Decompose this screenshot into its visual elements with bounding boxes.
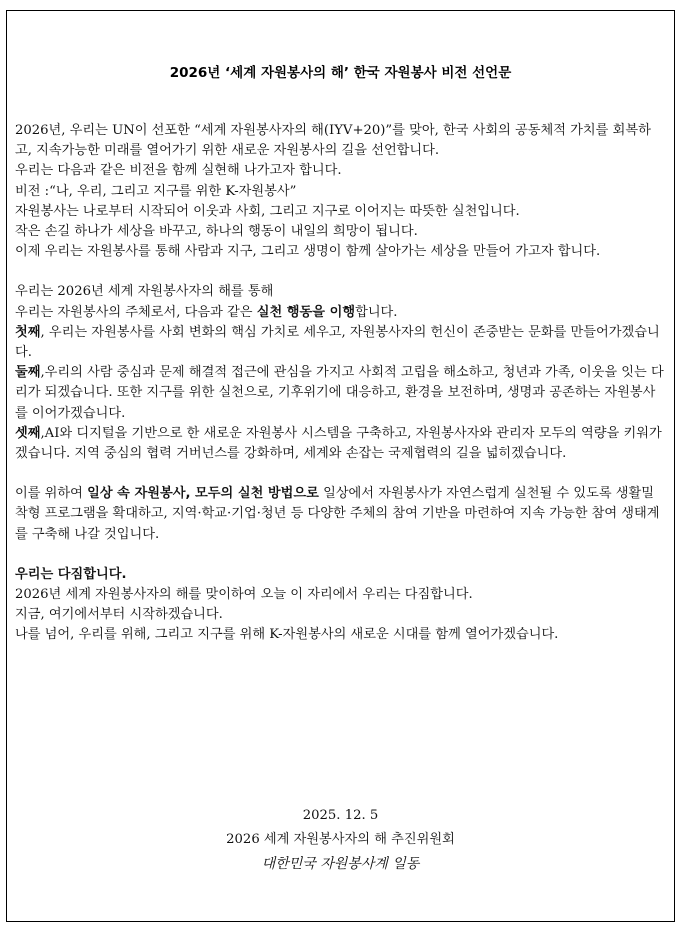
commitment-paragraph: 이를 위하여 일상 속 자원봉사, 모두의 실천 방법으로 일상에서 자원봉사가 자연스럽게 실천될 수 있도록 생활밀착형 프로그램을 확대하고, 지역·학교·기업·청년 등 다양한 주체의 참여 기반을 마련하여 지속 가능한 참여 생태계를 구축해 나갈 것입니다.	[15, 486, 660, 542]
pledge-heading: 우리는 다짐합니다.	[15, 566, 127, 582]
action-item-third: 셋째,AI와 디지털을 기반으로 한 새로운 자원봉사 시스템을 구축하고, 자원봉사자와 관리자 모두의 역량을 키워가겠습니다. 지역 중심의 협력 거버넌스를 강화하며, 세계와 손잡는 국제협력의 길을 넓히겠습니다.	[15, 425, 662, 462]
intro-line: 우리는 다음과 같은 비전을 함께 실현해 나가고자 합니다.	[15, 163, 342, 179]
action-label: 둘째	[15, 365, 41, 381]
committee-name: 2026 세계 자원봉사자의 해 추진위원회	[226, 832, 455, 847]
action-label: 첫째	[15, 324, 41, 340]
declaration-body	[15, 121, 664, 646]
pledge-line: 지금, 여기에서부터 시작하겠습니다.	[15, 607, 223, 623]
intro-paragraph: 2026년, 우리는 UN이 선포한 “세계 자원봉사자의 해(IYV+20)”를 맞아, 한국 사회의 공동체적 가치를 회복하고, 지속가능한 미래를 열어가기 위한 새로운 자원봉사의 길을 선언합니다.	[15, 123, 651, 159]
document-title: 2026년 ‘세계 자원봉사의 해’ 한국 자원봉사 비전 선언문	[169, 65, 512, 81]
action-label: 셋째	[15, 425, 41, 441]
actions-lead: 우리는 자원봉사의 주체로서, 다음과 같은 실천 행동을 이행합니다.	[15, 304, 398, 320]
intro-line: 작은 손길 하나가 세상을 바꾸고, 하나의 행동이 내일의 희망이 됩니다.	[15, 224, 418, 240]
pledge-line: 2026년 세계 자원봉사자의 해를 맞이하여 오늘 이 자리에서 우리는 다짐합니다.	[15, 587, 473, 603]
actions-emphasis: 실천 행동을 이행	[256, 304, 356, 320]
actions-intro: 우리는 2026년 세계 자원봉사자의 해를 통해	[15, 284, 274, 300]
vision-statement: 비전 :“나, 우리, 그리고 지구를 위한 K-자원봉사”	[15, 183, 297, 199]
intro-line: 이제 우리는 자원봉사를 통해 사람과 지구, 그리고 생명이 함께 살아가는 세상을 만들어 가고자 합니다.	[15, 244, 601, 260]
intro-line: 자원봉사는 나로부터 시작되어 이웃과 사회, 그리고 지구로 이어지는 따뜻한 실천입니다.	[15, 203, 520, 219]
signatory-org: 대한민국 자원봉사계 일동	[261, 856, 420, 872]
action-item-first: 첫째, 우리는 자원봉사를 사회 변화의 핵심 가치로 세우고, 자원봉사자의 헌신이 존중받는 문화를 만들어가겠습니다.	[15, 324, 660, 361]
pledge-line: 나를 넘어, 우리를 위해, 그리고 지구를 위해 K-자원봉사의 새로운 시대를 함께 열어가겠습니다.	[15, 627, 559, 643]
commitment-emphasis: 일상 속 자원봉사, 모두의 실천 방법으로	[87, 486, 319, 502]
action-item-second: 둘째,우리의 사람 중심과 문제 해결적 접근에 관심을 가지고 사회적 고립을 해소하고, 청년과 가족, 이웃을 잇는 다리가 되겠습니다. 또한 지구를 위한 실천으로, 기후위기에 대응하고, 환경을 보전하며, 생명과 공존하는 자원봉사를 이어가겠습니다.	[15, 365, 664, 421]
declaration-date: 2025. 12. 5	[302, 808, 379, 823]
signature-block	[7, 804, 674, 876]
document-page	[6, 10, 675, 922]
